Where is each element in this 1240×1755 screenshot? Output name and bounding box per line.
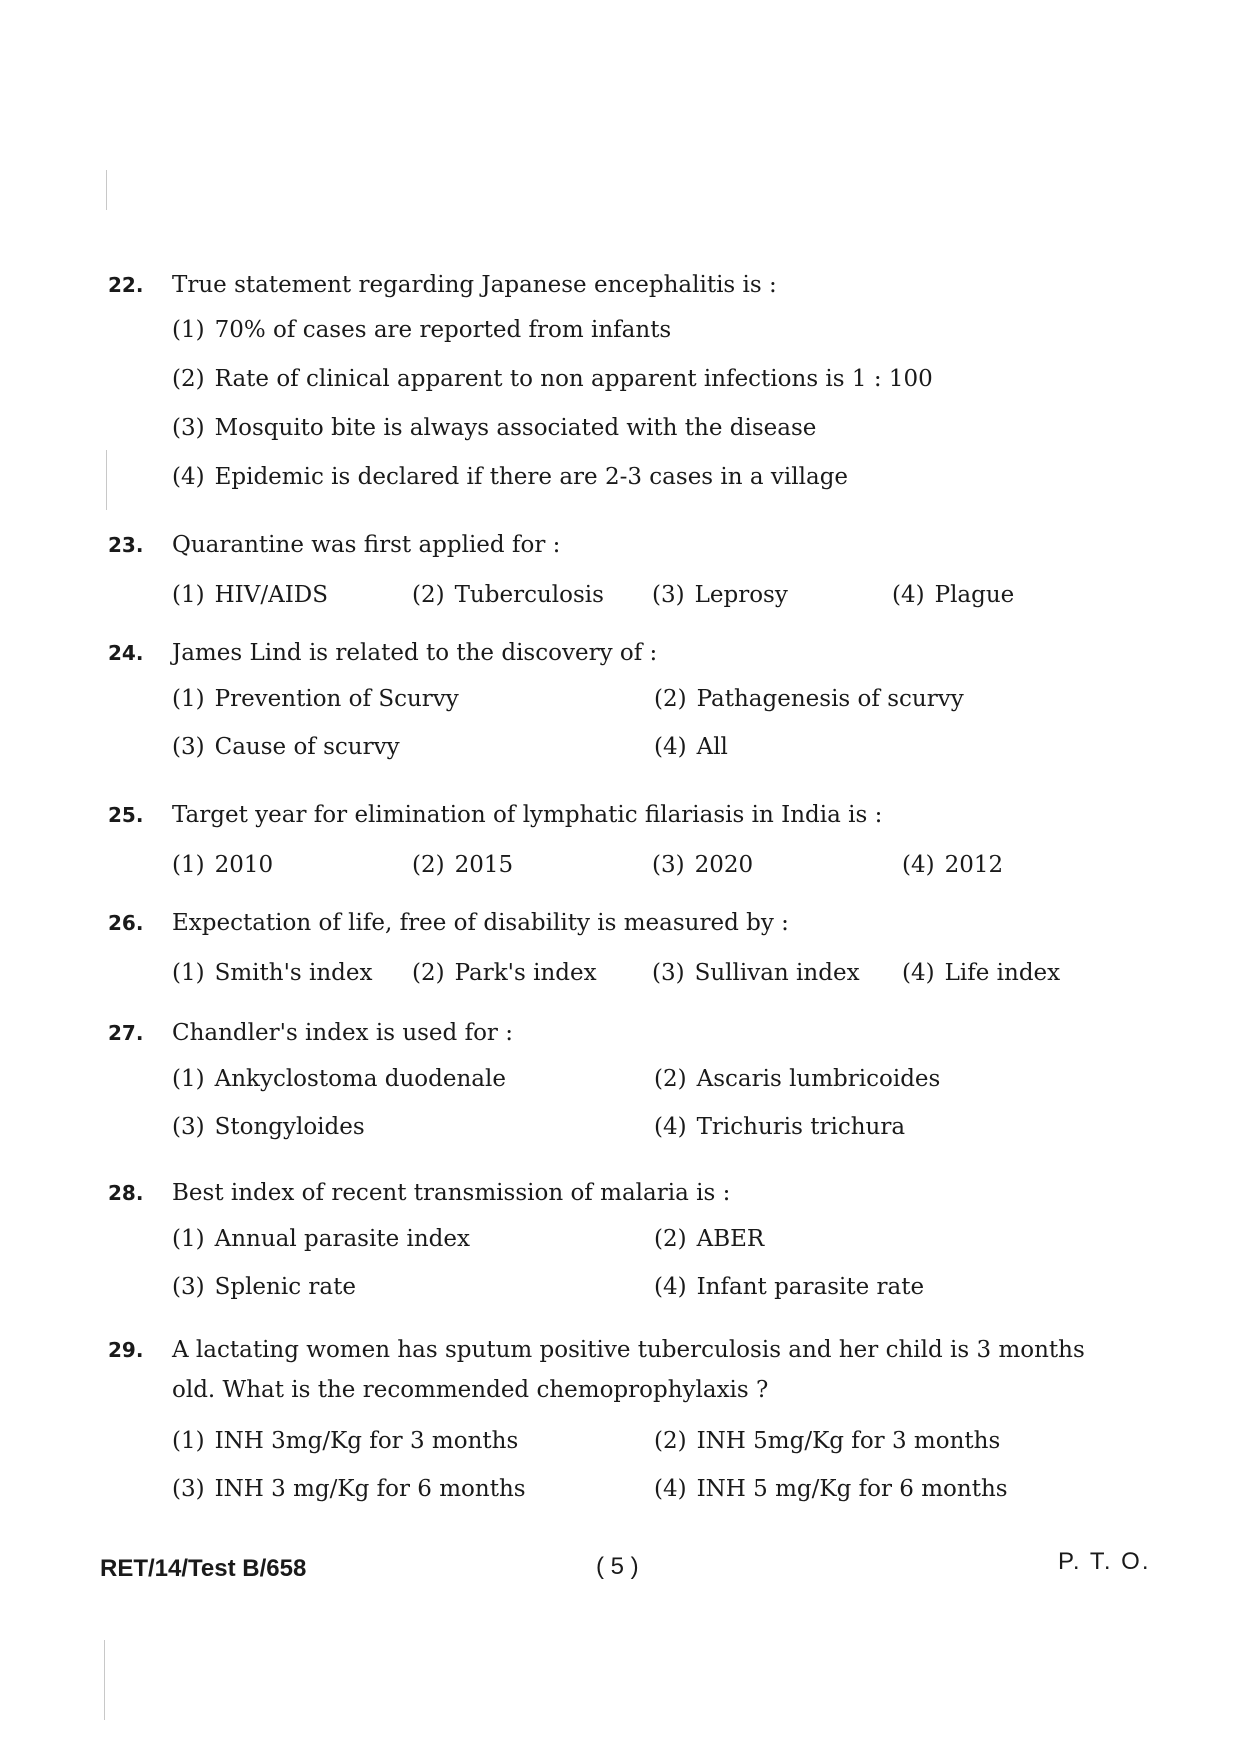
- option-text: Plague: [934, 582, 1015, 608]
- option-4: [902, 956, 1102, 990]
- option-number: (4): [902, 960, 935, 986]
- question-number: 22.: [108, 273, 144, 297]
- question-23: [108, 528, 1138, 612]
- option-number: (2): [412, 960, 445, 986]
- options-list: [108, 306, 1138, 502]
- options-row: [108, 578, 1138, 612]
- options-grid: [108, 682, 1138, 764]
- paper-code: RET/14/Test B/658: [100, 1555, 307, 1582]
- option-text: INH 5mg/Kg for 3 months: [696, 1428, 1001, 1454]
- option-number: (3): [172, 734, 205, 760]
- option-text: Prevention of Scurvy: [214, 686, 459, 712]
- option-number: (4): [654, 1476, 687, 1502]
- option-3: [652, 956, 902, 990]
- question-text: Chandler's index is used for :: [172, 1020, 513, 1046]
- option-2: [172, 355, 1138, 404]
- option-text: INH 5 mg/Kg for 6 months: [696, 1476, 1008, 1502]
- option-4: [654, 1472, 1124, 1506]
- scan-mark: [106, 170, 107, 210]
- option-text: 70% of cases are reported from infants: [214, 317, 672, 343]
- option-2: [654, 1424, 1124, 1458]
- option-number: (1): [172, 1428, 205, 1454]
- option-text: Sullivan index: [694, 960, 860, 986]
- question-text: Expectation of life, free of disability is measured by :: [172, 910, 789, 936]
- option-text: Trichuris trichura: [696, 1114, 906, 1140]
- option-3: [172, 730, 654, 764]
- option-number: (3): [652, 852, 685, 878]
- option-1: [172, 848, 412, 882]
- option-1: [172, 1062, 654, 1096]
- question-25: [108, 798, 1138, 882]
- option-text: Epidemic is declared if there are 2-3 cases in a village: [214, 464, 849, 490]
- option-number: (2): [654, 1066, 687, 1092]
- options-grid: [108, 1424, 1138, 1506]
- question-number: 27.: [108, 1021, 144, 1045]
- option-text: Tuberculosis: [454, 582, 604, 608]
- option-number: (2): [654, 1226, 687, 1252]
- option-number: (3): [172, 415, 205, 441]
- option-text: Cause of scurvy: [214, 734, 400, 760]
- question-text: Quarantine was first applied for :: [172, 532, 561, 558]
- question-stem: [108, 1330, 1138, 1410]
- option-4: [172, 453, 1138, 502]
- question-stem: [108, 1016, 1138, 1050]
- option-4: [654, 1270, 1124, 1304]
- question-text-line-2: old. What is the recommended chemoprophylaxis ?: [172, 1377, 769, 1403]
- options-grid: [108, 1222, 1138, 1304]
- question-stem: [108, 528, 1138, 562]
- question-29: [108, 1330, 1138, 1506]
- option-number: (4): [654, 1274, 687, 1300]
- option-text: INH 3 mg/Kg for 6 months: [214, 1476, 526, 1502]
- question-number: 25.: [108, 803, 144, 827]
- question-stem: [108, 268, 1138, 302]
- option-text: All: [696, 734, 728, 760]
- option-3: [172, 1110, 654, 1144]
- option-text: Leprosy: [694, 582, 788, 608]
- question-26: [108, 906, 1138, 990]
- option-4: [654, 730, 1124, 764]
- option-text: Stongyloides: [214, 1114, 365, 1140]
- page-number: ( 5 ): [596, 1553, 639, 1580]
- question-stem: [108, 906, 1138, 940]
- options-row: [108, 848, 1138, 882]
- option-number: (1): [172, 960, 205, 986]
- option-1: [172, 1424, 654, 1458]
- option-text: Life index: [944, 960, 1061, 986]
- question-stem: [108, 798, 1138, 832]
- options-row: [108, 956, 1138, 990]
- question-number: 26.: [108, 911, 144, 935]
- question-stem: [108, 1176, 1138, 1210]
- option-number: (3): [172, 1476, 205, 1502]
- scan-mark: [104, 1640, 105, 1720]
- option-1: [172, 578, 412, 612]
- option-text: Park's index: [454, 960, 597, 986]
- option-1: [172, 956, 412, 990]
- question-text: True statement regarding Japanese encephalitis is :: [172, 272, 777, 298]
- option-text: Rate of clinical apparent to non apparent infections is 1 : 100: [214, 366, 933, 392]
- option-3: [652, 578, 892, 612]
- option-text: Smith's index: [214, 960, 373, 986]
- pto-note: P. T. O.: [1058, 1548, 1151, 1575]
- option-number: (1): [172, 686, 205, 712]
- question-22: [108, 268, 1138, 502]
- option-3: [172, 404, 1138, 453]
- option-2: [412, 848, 652, 882]
- option-text: 2015: [454, 852, 514, 878]
- option-text: 2010: [214, 852, 274, 878]
- option-number: (2): [654, 1428, 687, 1454]
- option-text: Ascaris lumbricoides: [696, 1066, 941, 1092]
- option-text: Pathagenesis of scurvy: [696, 686, 964, 712]
- question-number: 29.: [108, 1338, 144, 1362]
- option-4: [902, 848, 1102, 882]
- option-4: [892, 578, 1092, 612]
- question-28: [108, 1176, 1138, 1304]
- option-number: (1): [172, 582, 205, 608]
- option-text: Splenic rate: [214, 1274, 356, 1300]
- option-1: [172, 1222, 654, 1256]
- option-text: 2012: [944, 852, 1004, 878]
- option-text: Infant parasite rate: [696, 1274, 925, 1300]
- option-1: [172, 306, 1138, 355]
- option-number: (4): [902, 852, 935, 878]
- option-4: [654, 1110, 1124, 1144]
- option-text: HIV/AIDS: [214, 582, 328, 608]
- options-grid: [108, 1062, 1138, 1144]
- question-text-line-1: A lactating women has sputum positive tuberculosis and her child is 3 months: [172, 1337, 1085, 1363]
- question-text: Target year for elimination of lymphatic filariasis in India is :: [172, 802, 883, 828]
- option-text: Mosquito bite is always associated with the disease: [214, 415, 817, 441]
- option-1: [172, 682, 654, 716]
- option-3: [652, 848, 902, 882]
- option-number: (2): [654, 686, 687, 712]
- option-2: [412, 956, 652, 990]
- option-3: [172, 1472, 654, 1506]
- question-text: Best index of recent transmission of malaria is :: [172, 1180, 731, 1206]
- option-number: (4): [892, 582, 925, 608]
- question-number: 23.: [108, 533, 144, 557]
- option-number: (2): [412, 582, 445, 608]
- option-number: (2): [172, 366, 205, 392]
- question-number: 24.: [108, 641, 144, 665]
- option-number: (3): [652, 960, 685, 986]
- option-3: [172, 1270, 654, 1304]
- option-number: (3): [172, 1114, 205, 1140]
- option-number: (3): [172, 1274, 205, 1300]
- option-text: 2020: [694, 852, 754, 878]
- option-number: (1): [172, 1226, 205, 1252]
- option-2: [654, 1062, 1124, 1096]
- question-text: James Lind is related to the discovery of :: [172, 640, 658, 666]
- option-2: [654, 682, 1124, 716]
- option-number: (4): [654, 1114, 687, 1140]
- option-text: Ankyclostoma duodenale: [214, 1066, 506, 1092]
- option-number: (4): [172, 464, 205, 490]
- question-24: [108, 636, 1138, 764]
- option-number: (1): [172, 1066, 205, 1092]
- scan-mark: [106, 450, 107, 510]
- option-number: (3): [652, 582, 685, 608]
- option-text: INH 3mg/Kg for 3 months: [214, 1428, 519, 1454]
- option-number: (1): [172, 317, 205, 343]
- option-text: Annual parasite index: [214, 1226, 470, 1252]
- question-number: 28.: [108, 1181, 144, 1205]
- option-2: [654, 1222, 1124, 1256]
- option-number: (1): [172, 852, 205, 878]
- option-2: [412, 578, 652, 612]
- question-stem: [108, 636, 1138, 670]
- question-27: [108, 1016, 1138, 1144]
- option-text: ABER: [696, 1226, 765, 1252]
- option-number: (2): [412, 852, 445, 878]
- option-number: (4): [654, 734, 687, 760]
